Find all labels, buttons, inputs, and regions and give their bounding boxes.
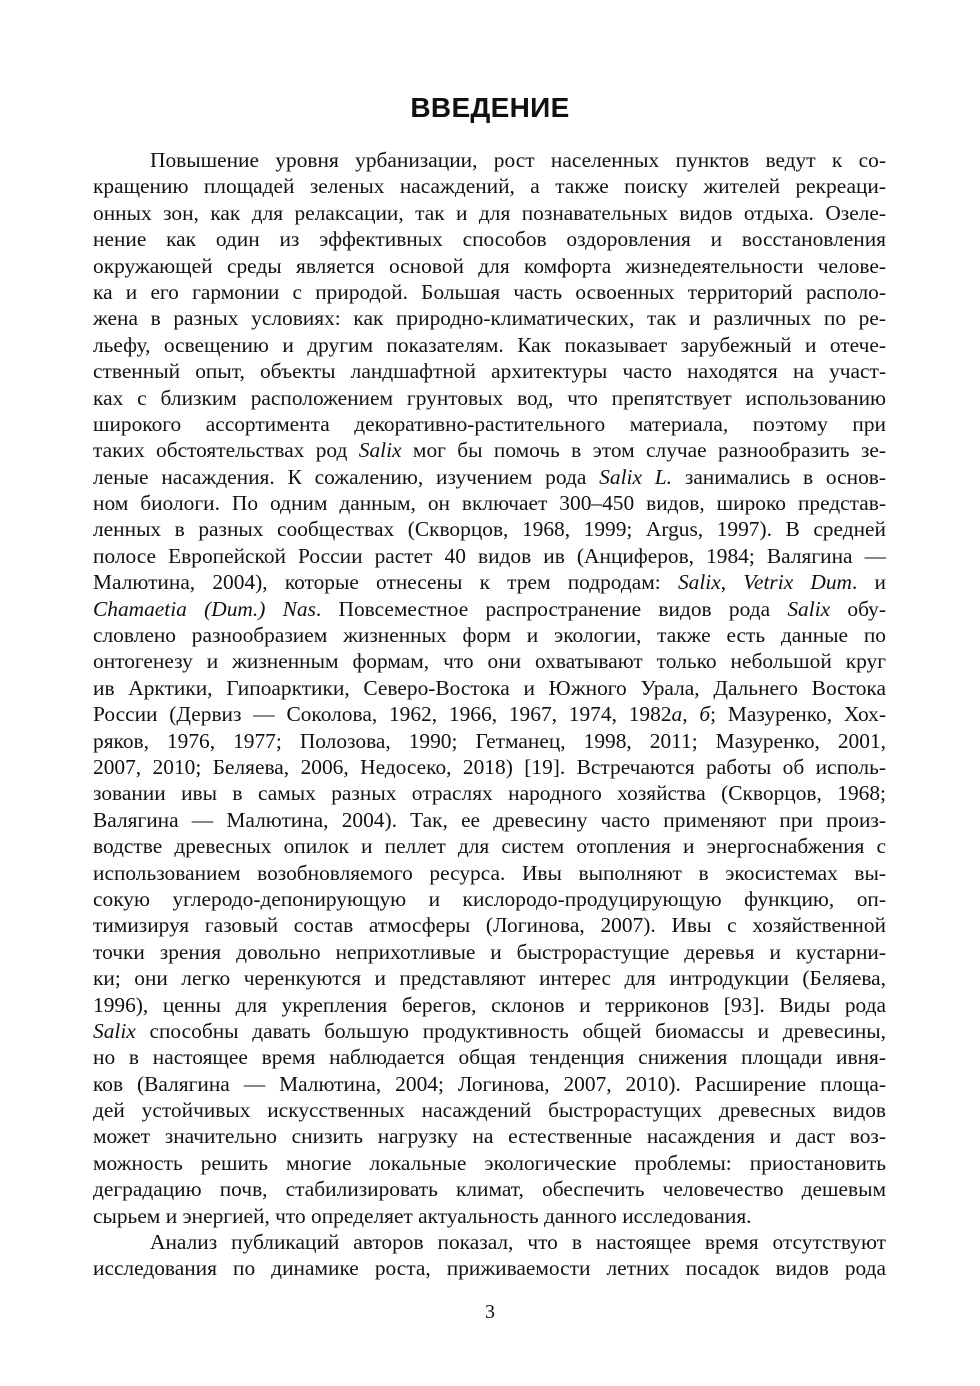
text-line (93, 860, 886, 886)
text-line (93, 358, 886, 384)
text-line (93, 965, 886, 991)
text-line (93, 1203, 886, 1229)
text-run: 2007, 2010; Беляева, 2006, Недосеко, 2018) [19]. Встречаются работы об исполь- (93, 754, 886, 779)
text-run: , (720, 570, 744, 595)
text-run: словлено разнообразием жизненных форм и экологии, также есть данные по (93, 623, 886, 648)
text-line (93, 912, 886, 938)
text-run: способны давать большую продуктивность общей биомассы и древесины, (135, 1018, 886, 1043)
text-line (93, 173, 886, 199)
text-run: использованием возобновляемого ресурса. Ивы выполняют в экосистемах вы- (93, 860, 886, 885)
text-run: сырьем и энергией, что определяет актуальность данного исследования. (93, 1203, 752, 1228)
italic-term: Salix (93, 1018, 136, 1043)
text-run: водстве древесных опилок и пеллет для систем отопления и энергоснабжения с (93, 834, 886, 859)
text-run: ков (Валягина — Малютина, 2004; Логинова, 2007, 2010). Расширение площа- (93, 1071, 886, 1096)
text-run: исследования по динамике роста, приживаемости летних посадок видов рода (93, 1256, 886, 1281)
text-line (93, 992, 886, 1018)
text-run: таких обстоятельствах род (93, 438, 359, 463)
text-run: кращению площадей зеленых насаждений, а также поиску жителей рекреаци- (93, 174, 886, 199)
text-line (93, 305, 886, 331)
text-line (93, 675, 886, 701)
text-run: окружающей среды является основой для комфорта жизнедеятельности челове- (93, 253, 886, 278)
text-line (93, 279, 886, 305)
paragraph (93, 1229, 886, 1282)
text-run: мог бы помочь в этом случае разнообразить зе- (401, 438, 886, 463)
text-line (93, 1255, 886, 1281)
text-line (93, 1150, 886, 1176)
text-run: Валягина — Малютина, 2004). Так, ее древесину часто применяют при произ- (93, 807, 886, 832)
text-line (93, 385, 886, 411)
text-run: можность решить многие локальные экологические проблемы: приостановить (93, 1150, 886, 1175)
text-run: . Повсеместное распространение видов рода (315, 596, 788, 621)
italic-term: Salix (677, 570, 721, 595)
text-line (93, 464, 886, 490)
text-run: льефу, освещению и другим показателям. Как показывает зарубежный и отече- (93, 332, 886, 357)
text-line (93, 780, 886, 806)
text-line (93, 490, 886, 516)
text-line (93, 648, 886, 674)
text-run: сокую углеродо-депонирующую и кислородо-продуцирующую функцию, оп- (93, 886, 886, 911)
text-run: , (682, 702, 700, 727)
text-run: нение как один из эффективных способов оздоровления и восстановления (93, 227, 886, 252)
text-run: Анализ публикаций авторов показал, что в настоящее время отсутствуют (150, 1230, 886, 1255)
text-line (93, 807, 886, 833)
text-run: онных зон, как для релаксации, так и для познавательных видов отдыха. Озеле- (93, 200, 886, 225)
italic-term: Salix (358, 438, 402, 463)
text-run: ив Арктики, Гипоарктики, Северо-Востока и Южного Урала, Дальнего Востока (93, 675, 886, 700)
text-run: тимизируя газовый состав атмосферы (Логинова, 2007). Ивы с хозяйственной (93, 913, 886, 938)
text-run: ленных в разных сообществах (Скворцов, 1968, 1999; Argus, 1997). В средней (93, 517, 886, 542)
italic-term: Salix L. (599, 464, 673, 489)
text-run: полосе Европейской России растет 40 видов ив (Анциферов, 1984; Валягина — (93, 543, 886, 568)
text-line (93, 596, 886, 622)
text-line (93, 1176, 886, 1202)
italic-term: Vetrix Dum (743, 570, 852, 595)
page-number: 3 (485, 1301, 495, 1323)
text-line (93, 147, 886, 173)
text-run: широкого ассортимента декоративно-растительного материала, поэтому при (93, 411, 886, 436)
text-run: Повышение уровня урбанизации, рост населенных пунктов ведут к со- (150, 148, 886, 172)
text-run: России (Дервиз — Соколова, 1962, 1966, 1967, 1974, 1982 (93, 702, 672, 727)
text-line (93, 200, 886, 226)
page-title: ВВЕДЕНИЕ (410, 92, 570, 123)
text-line (93, 1071, 886, 1097)
text-run: деградацию почв, стабилизировать климат, обеспечить человечество дешевым (93, 1177, 886, 1202)
text-run: обу- (830, 596, 886, 621)
text-line (93, 1097, 886, 1123)
text-run: онтогенезу и жизненным формам, что они охватывают только небольшой круг (93, 649, 886, 674)
text-run: ственный опыт, объекты ландшафтной архитектуры часто находятся на участ- (93, 359, 886, 384)
text-line (93, 569, 886, 595)
text-line (93, 728, 886, 754)
text-run: ; Мазуренко, Хох- (710, 702, 886, 727)
text-line (93, 939, 886, 965)
text-line (93, 332, 886, 358)
paragraph (93, 147, 886, 1229)
text-run: дей устойчивых искусственных насаждений быстрорастущих древесных видов (93, 1098, 886, 1123)
text-run: зовании ивы в самых разных отраслях народного хозяйства (Скворцов, 1968; (93, 781, 886, 806)
text-line (93, 1123, 886, 1149)
text-line (93, 622, 886, 648)
text-run: ках с близким расположением грунтовых вод, что препятствует использованию (93, 385, 886, 410)
body-text (93, 147, 886, 1282)
italic-term: а (671, 702, 683, 727)
text-run: точки зрения довольно неприхотливые и быстрорастущие деревья и кустарни- (93, 939, 886, 964)
text-run: но в настоящее время наблюдается общая тенденция снижения площади ивня- (93, 1045, 886, 1070)
italic-term: Salix (787, 596, 831, 621)
text-line (93, 701, 886, 727)
text-line (93, 543, 886, 569)
text-line (93, 253, 886, 279)
text-line (93, 833, 886, 859)
text-run: леные насаждения. К сожалению, изучением рода (93, 464, 600, 489)
text-line (93, 516, 886, 542)
text-run: ном биологи. По одним данным, он включает 300–450 видов, широко представ- (93, 491, 886, 516)
text-run: занимались в основ- (672, 464, 887, 489)
text-run: Малютина, 2004), которые отнесены к трем подродам: (93, 570, 678, 595)
text-run: жена в разных условиях: как природно-климатических, так и различных по ре- (93, 306, 886, 331)
text-line (93, 1018, 886, 1044)
text-line (93, 1044, 886, 1070)
italic-term: Chamaetia (Dum.) Nas (93, 596, 316, 621)
text-run: . и (851, 570, 886, 595)
text-run: ки; они легко черенкуются и представляют интерес для интродукции (Беляева, (93, 966, 886, 991)
text-line (93, 886, 886, 912)
italic-term: б (699, 702, 711, 727)
text-run: может значительно снизить нагрузку на естественные насаждения и даст воз- (93, 1124, 886, 1149)
text-run: ряков, 1976, 1977; Полозова, 1990; Гетманец, 1998, 2011; Мазуренко, 2001, (93, 728, 886, 753)
text-line (93, 1229, 886, 1255)
text-run: 1996), ценны для укрепления берегов, склонов и терриконов [93]. Виды рода (93, 992, 886, 1017)
text-line (93, 226, 886, 252)
text-line (93, 754, 886, 780)
text-line (93, 411, 886, 437)
text-line (93, 437, 886, 463)
text-run: ка и его гармонии с природой. Большая часть освоенных территорий располо- (93, 279, 886, 304)
